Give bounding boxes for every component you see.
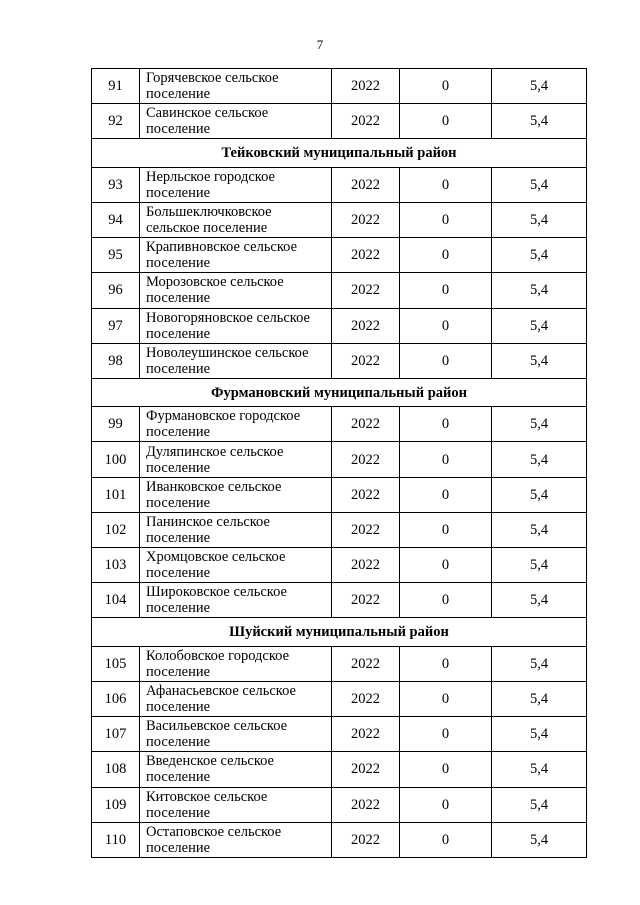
table-row: [92, 512, 587, 547]
settlement-name-line: поселение: [146, 565, 211, 582]
year-cell: 2022: [332, 343, 400, 378]
value1-cell: 0: [400, 343, 492, 378]
value2-cell: 5,4: [492, 69, 587, 104]
value2-cell: 5,4: [492, 104, 587, 139]
settlement-name: [140, 548, 332, 583]
year-cell: 2022: [332, 681, 400, 716]
row-number: 110: [92, 822, 140, 857]
settlement-name: [140, 167, 332, 202]
table-row: [92, 822, 587, 857]
settlement-name-line: Морозовское сельское: [146, 274, 284, 291]
value1-cell: 0: [400, 167, 492, 202]
table-row: [92, 273, 587, 308]
year-cell: 2022: [332, 512, 400, 547]
year-cell: 2022: [332, 273, 400, 308]
district-header-row: [92, 139, 587, 167]
settlement-name-line: поселение: [146, 769, 211, 786]
row-number: 108: [92, 752, 140, 787]
settlement-name-line: Нерльское городское: [146, 168, 275, 185]
value2-cell: 5,4: [492, 202, 587, 237]
settlement-name-line: поселение: [146, 325, 211, 342]
year-cell: 2022: [332, 442, 400, 477]
settlement-name: [140, 583, 332, 618]
settlement-name-line: поселение: [146, 804, 211, 821]
value1-cell: 0: [400, 238, 492, 273]
value1-cell: 0: [400, 273, 492, 308]
value1-cell: 0: [400, 104, 492, 139]
value2-cell: 5,4: [492, 308, 587, 343]
settlement-name-line: поселение: [146, 494, 211, 511]
row-number: 109: [92, 787, 140, 822]
row-number: 91: [92, 69, 140, 104]
settlement-name: [140, 202, 332, 237]
row-number: 102: [92, 512, 140, 547]
row-number: 98: [92, 343, 140, 378]
settlement-name: [140, 646, 332, 681]
settlement-name-line: поселение: [146, 699, 211, 716]
settlement-name: [140, 477, 332, 512]
settlement-name-line: Дуляпинское сельское: [146, 443, 284, 460]
value2-cell: 5,4: [492, 512, 587, 547]
table-row: [92, 681, 587, 716]
row-number: 104: [92, 583, 140, 618]
table-row: [92, 104, 587, 139]
settlement-name: [140, 308, 332, 343]
year-cell: 2022: [332, 717, 400, 752]
value1-cell: 0: [400, 583, 492, 618]
value1-cell: 0: [400, 308, 492, 343]
year-cell: 2022: [332, 104, 400, 139]
row-number: 99: [92, 407, 140, 442]
value1-cell: 0: [400, 477, 492, 512]
year-cell: 2022: [332, 752, 400, 787]
row-number: 92: [92, 104, 140, 139]
settlement-name: [140, 238, 332, 273]
settlements-table: [91, 68, 587, 858]
value2-cell: 5,4: [492, 822, 587, 857]
value2-cell: 5,4: [492, 681, 587, 716]
row-number: 93: [92, 167, 140, 202]
value2-cell: 5,4: [492, 477, 587, 512]
table-row: [92, 308, 587, 343]
value1-cell: 0: [400, 442, 492, 477]
value1-cell: 0: [400, 752, 492, 787]
table-row: [92, 548, 587, 583]
value1-cell: 0: [400, 681, 492, 716]
row-number: 105: [92, 646, 140, 681]
value1-cell: 0: [400, 548, 492, 583]
settlement-name-line: Крапивновское сельское: [146, 239, 298, 256]
settlement-name-line: Савинское сельское: [146, 105, 269, 122]
value2-cell: 5,4: [492, 238, 587, 273]
year-cell: 2022: [332, 583, 400, 618]
value2-cell: 5,4: [492, 407, 587, 442]
row-number: 95: [92, 238, 140, 273]
table-body: [92, 69, 587, 858]
row-number: 103: [92, 548, 140, 583]
table-row: [92, 477, 587, 512]
settlement-name-line: Хромцовское сельское: [146, 549, 286, 566]
settlement-name-line: Новолеушинское сельское: [146, 344, 309, 361]
year-cell: 2022: [332, 69, 400, 104]
year-cell: 2022: [332, 477, 400, 512]
settlement-name-line: Новогоряновское сельское: [146, 309, 310, 326]
year-cell: 2022: [332, 167, 400, 202]
settlement-name: [140, 752, 332, 787]
settlement-name-line: Китовское сельское: [146, 788, 268, 805]
value2-cell: 5,4: [492, 583, 587, 618]
page-number: 7: [316, 37, 324, 52]
settlement-name: [140, 512, 332, 547]
settlement-name: [140, 717, 332, 752]
year-cell: 2022: [332, 407, 400, 442]
settlement-name-line: поселение: [146, 290, 211, 307]
year-cell: 2022: [332, 548, 400, 583]
value2-cell: 5,4: [492, 167, 587, 202]
value2-cell: 5,4: [492, 787, 587, 822]
district-header-row: [92, 378, 587, 406]
settlement-name-line: поселение: [146, 255, 211, 272]
settlement-name-line: поселение: [146, 839, 211, 856]
settlement-name-line: Большеключковское: [146, 204, 272, 221]
table-row: [92, 69, 587, 104]
settlement-name-line: поселение: [146, 663, 211, 680]
settlement-name-line: поселение: [146, 529, 211, 546]
value1-cell: 0: [400, 69, 492, 104]
settlement-name-line: Введенское сельское: [146, 753, 274, 770]
settlement-name-line: поселение: [146, 86, 211, 103]
settlement-name: [140, 343, 332, 378]
row-number: 101: [92, 477, 140, 512]
settlement-name-line: поселение: [146, 459, 211, 476]
year-cell: 2022: [332, 202, 400, 237]
district-title: Фурмановский муниципальный район: [92, 378, 587, 406]
settlement-name-line: поселение: [146, 424, 211, 441]
value1-cell: 0: [400, 407, 492, 442]
value2-cell: 5,4: [492, 442, 587, 477]
settlement-name-line: Колобовское городское: [146, 647, 290, 664]
row-number: 96: [92, 273, 140, 308]
settlement-name-line: Остаповское сельское: [146, 823, 282, 840]
row-number: 97: [92, 308, 140, 343]
value1-cell: 0: [400, 646, 492, 681]
settlement-name-line: Фурмановское городское: [146, 408, 301, 425]
settlement-name: [140, 822, 332, 857]
settlement-name: [140, 681, 332, 716]
settlement-name-line: сельское поселение: [146, 220, 268, 237]
row-number: 106: [92, 681, 140, 716]
settlement-name: [140, 104, 332, 139]
row-number: 107: [92, 717, 140, 752]
value2-cell: 5,4: [492, 646, 587, 681]
table-row: [92, 442, 587, 477]
settlement-name-line: поселение: [146, 121, 211, 138]
table-row: [92, 343, 587, 378]
settlement-name-line: поселение: [146, 184, 211, 201]
row-number: 100: [92, 442, 140, 477]
table-row: [92, 238, 587, 273]
table-row: [92, 752, 587, 787]
settlement-name-line: Васильевское сельское: [146, 718, 288, 735]
settlement-name-line: Афанасьевское сельское: [146, 683, 296, 700]
settlement-name-line: Иванковское сельское: [146, 478, 282, 495]
table-row: [92, 787, 587, 822]
value1-cell: 0: [400, 717, 492, 752]
settlement-name-line: Широковское сельское: [146, 584, 287, 601]
value1-cell: 0: [400, 512, 492, 547]
value2-cell: 5,4: [492, 273, 587, 308]
value1-cell: 0: [400, 202, 492, 237]
year-cell: 2022: [332, 238, 400, 273]
settlement-name-line: поселение: [146, 734, 211, 751]
value1-cell: 0: [400, 822, 492, 857]
value2-cell: 5,4: [492, 717, 587, 752]
table-row: [92, 407, 587, 442]
year-cell: 2022: [332, 308, 400, 343]
settlement-name-line: поселение: [146, 360, 211, 377]
year-cell: 2022: [332, 822, 400, 857]
value1-cell: 0: [400, 787, 492, 822]
table-row: [92, 167, 587, 202]
settlement-name: [140, 69, 332, 104]
district-header-row: [92, 618, 587, 646]
table-row: [92, 583, 587, 618]
district-title: Тейковский муниципальный район: [92, 139, 587, 167]
value2-cell: 5,4: [492, 752, 587, 787]
table-row: [92, 646, 587, 681]
district-title: Шуйский муниципальный район: [92, 618, 587, 646]
value2-cell: 5,4: [492, 548, 587, 583]
settlement-name-line: поселение: [146, 600, 211, 617]
value2-cell: 5,4: [492, 343, 587, 378]
settlement-name: [140, 787, 332, 822]
table-row: [92, 717, 587, 752]
table-row: [92, 202, 587, 237]
year-cell: 2022: [332, 646, 400, 681]
settlement-name: [140, 273, 332, 308]
settlement-name-line: Панинское сельское: [146, 513, 270, 530]
settlement-name: [140, 442, 332, 477]
year-cell: 2022: [332, 787, 400, 822]
row-number: 94: [92, 202, 140, 237]
settlement-name-line: Горячевское сельское: [146, 70, 279, 87]
settlement-name: [140, 407, 332, 442]
